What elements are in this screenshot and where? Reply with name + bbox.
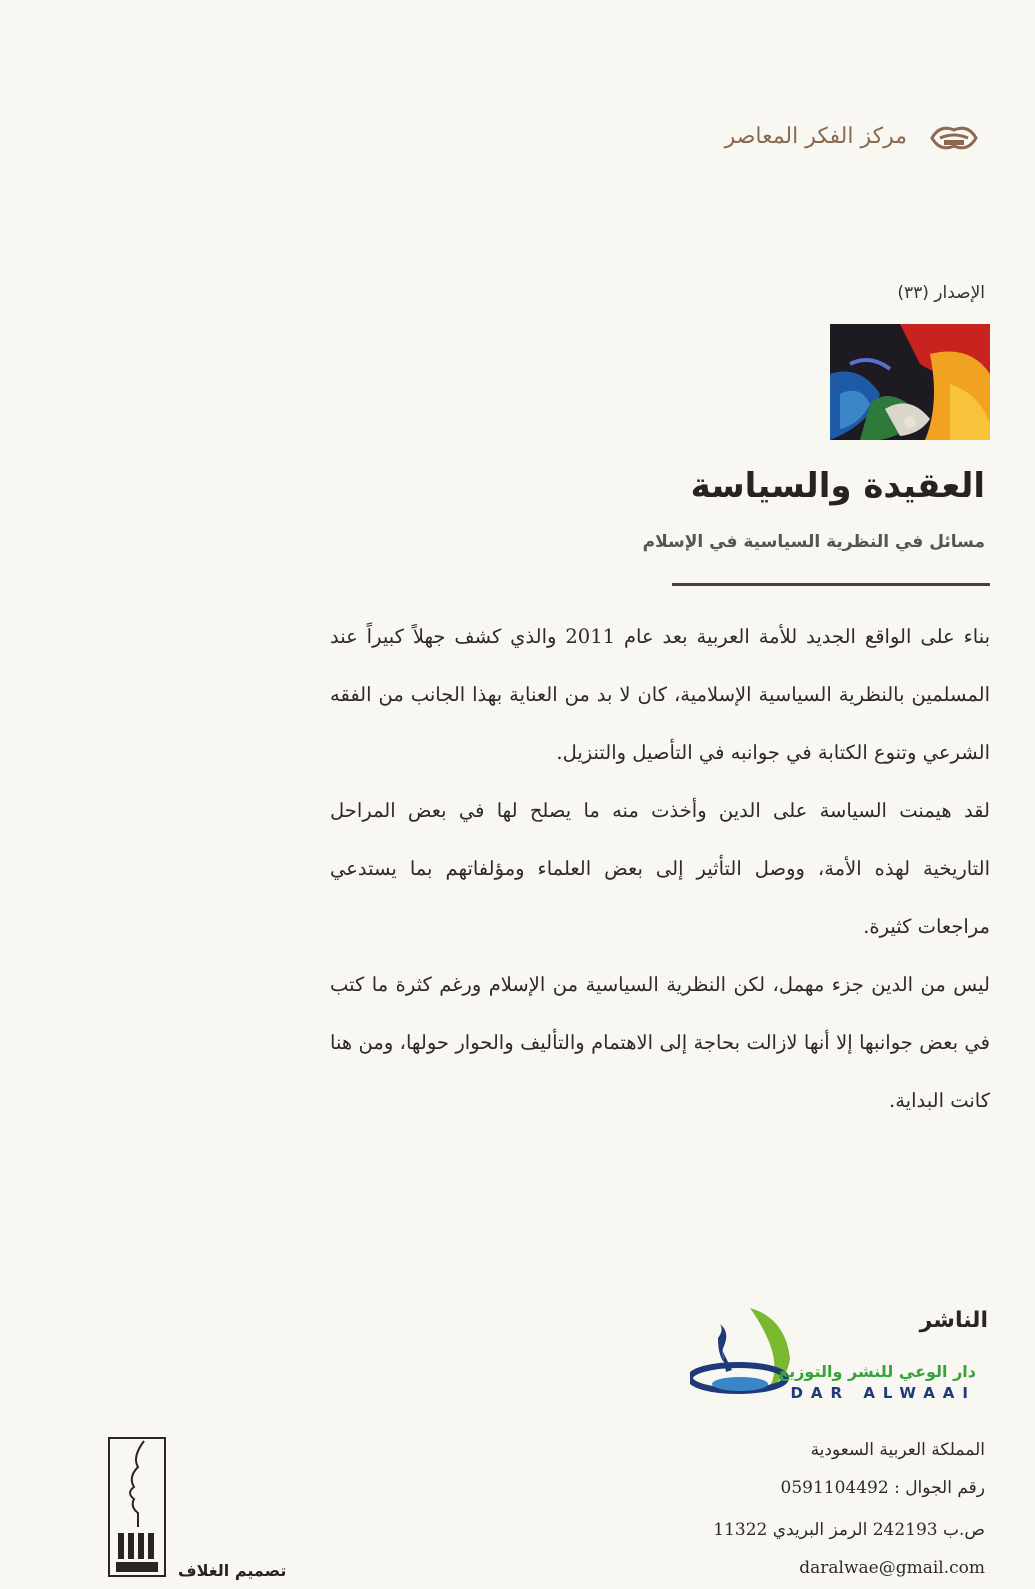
center-name: مركز الفكر المعاصر bbox=[724, 124, 907, 149]
blurb-text bbox=[330, 608, 990, 1130]
publisher-phone: رقم الجوال : 0591104492 bbox=[780, 1478, 985, 1498]
series-number: الإصدار (٣٣) bbox=[897, 283, 985, 303]
publisher-label: الناشر bbox=[919, 1308, 988, 1333]
publisher-name-en: DAR ALWAAI bbox=[790, 1384, 976, 1402]
book-subtitle: مسائل في النظرية السياسية في الإسلام bbox=[642, 532, 985, 552]
cover-designer-label: تصميم الغلاف bbox=[178, 1561, 287, 1580]
cover-artwork bbox=[830, 324, 990, 440]
blurb-paragraph: لقد هيمنت السياسة على الدين وأخذت منه ما يصلح لها في بعض المراحل التاريخية لهذه الأمة، ووصل التأثير إلى بعض العلماء ومؤلفاتهم بما يستدعي مراجعات كثيرة. bbox=[330, 799, 990, 938]
blurb-paragraph: ليس من الدين جزء مهمل، لكن النظرية السياسية من الإسلام ورغم كثرة ما كتب في بعض جوانبها إلا أنها لازالت بحاجة إلى الاهتمام والتأليف والحوار حولها، ومن هنا كانت البداية. bbox=[330, 973, 990, 1112]
face-profile-icon bbox=[108, 1437, 166, 1577]
publisher-logo bbox=[690, 1298, 990, 1413]
book-title: العقيدة والسياسة bbox=[690, 466, 985, 506]
center-logo bbox=[724, 110, 985, 170]
publisher-email: daralwae@gmail.com bbox=[799, 1558, 985, 1578]
title-divider bbox=[672, 583, 990, 586]
publisher-country: المملكة العربية السعودية bbox=[810, 1440, 985, 1460]
blurb-paragraph: بناء على الواقع الجديد للأمة العربية بعد عام 2011 والذي كشف جهلاً كبيراً عند المسلمين بالنظرية السياسية الإسلامية، كان لا بد من العناية بهذا الجانب من الفقه الشرعي وتنوع الكتابة في جوانبه في التأصيل والتنزيل. bbox=[330, 625, 990, 764]
publisher-pobox: ص.ب 242193 الرمز البريدي 11322 bbox=[713, 1520, 985, 1540]
designer-logo bbox=[108, 1437, 166, 1577]
publisher-name-ar: دار الوعي للنشر والتوزيع bbox=[778, 1362, 976, 1381]
